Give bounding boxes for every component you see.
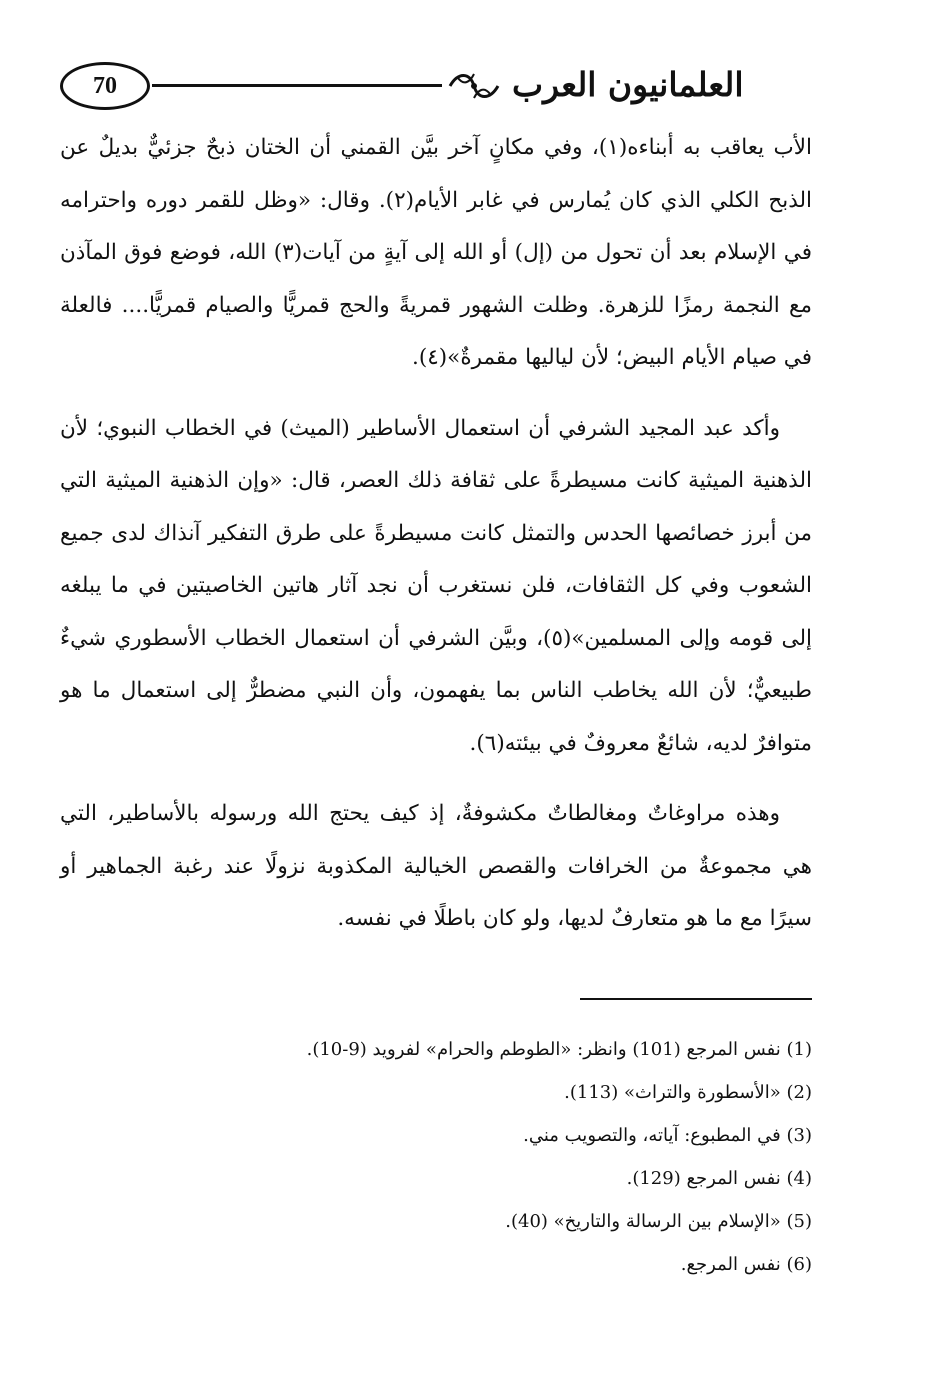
- footnote-item: (1) نفس المرجع (101) وانظر: «الطوطم والحرام» لفرويد (9-10).: [306, 1039, 812, 1060]
- footnote-item: (2) «الأسطورة والتراث» (113).: [564, 1082, 812, 1103]
- main-text: [60, 122, 812, 964]
- paragraph: وأكد عبد المجيد الشرفي أن استعمال الأساطير (الميث) في الخطاب النبوي؛ لأن الذهنية الميثية كانت مسيطرةً على ثقافة ذلك العصر، قال: «وإن الذهنية الميثية التي من أبرز خصائصها الحدس والتمثل كانت مسيطرةً على طرق التفكير آنذاك لدى جميع الشعوب وفي كل الثقافات، فلن نستغرب أن نجد آثار هاتين الخاصيتين في ما يبلغه إلى قومه وإلى المسلمين»(٥)، وبيَّن الشرفي أن استعمال الخطاب الأسطوري شيءٌ طبيعيٌّ؛ لأن الله يخاطب الناس بما يفهمون، وأن النبي مضطرٌّ إلى استعمال ما هو متوافرٌ لديه، شائعٌ معروفٌ في بيئته(٦).: [60, 415, 812, 756]
- footnote-item: (5) «الإسلام بين الرسالة والتاريخ» (40).: [505, 1211, 812, 1232]
- footnote-divider: [580, 998, 812, 1000]
- running-title: العلمانيون العرب: [512, 64, 744, 104]
- footnote-item: (3) في المطبوع: آياته، والتصويب مني.: [523, 1125, 812, 1146]
- header-rule: [152, 84, 442, 87]
- footnotes: [112, 1028, 812, 1286]
- footnote-item: (4) نفس المرجع (129).: [626, 1168, 812, 1189]
- ornament-icon: [444, 64, 504, 108]
- page-number: 70: [60, 62, 150, 110]
- footnote-item: (6) نفس المرجع.: [680, 1254, 812, 1275]
- paragraph: وهذه مراوغاتٌ ومغالطاتٌ مكشوفةٌ، إذ كيف يحتج الله ورسوله بالأساطير، التي هي مجموعةٌ من الخرافات والقصص الخيالية المكذوبة نزولًا عند رغبة الجماهير أو سيرًا مع ما هو متعارفٌ لديها، ولو كان باطلًا في نفسه.: [60, 801, 812, 931]
- page-header: [60, 50, 812, 130]
- paragraph: الأب يعاقب به أبناءه(١)، وفي مكانٍ آخر بيَّن القمني أن الختان ذبحٌ جزئيٌّ بديلٌ عن الذبح الكلي الذي كان يُمارس في غابر الأيام(٢). وقال: «وظل للقمر دوره واحترامه في الإسلام بعد أن تحول من (إل) أو الله إلى آيةٍ من آيات(٣) الله، فوضع فوق المآذن مع النجمة رمزًا للزهرة. وظلت الشهور قمريةً والحج قمريًّا والصيام قمريًّا.... فالعلة في صيام الأيام البيض؛ لأن لياليها مقمرةٌ»(٤).: [60, 135, 813, 370]
